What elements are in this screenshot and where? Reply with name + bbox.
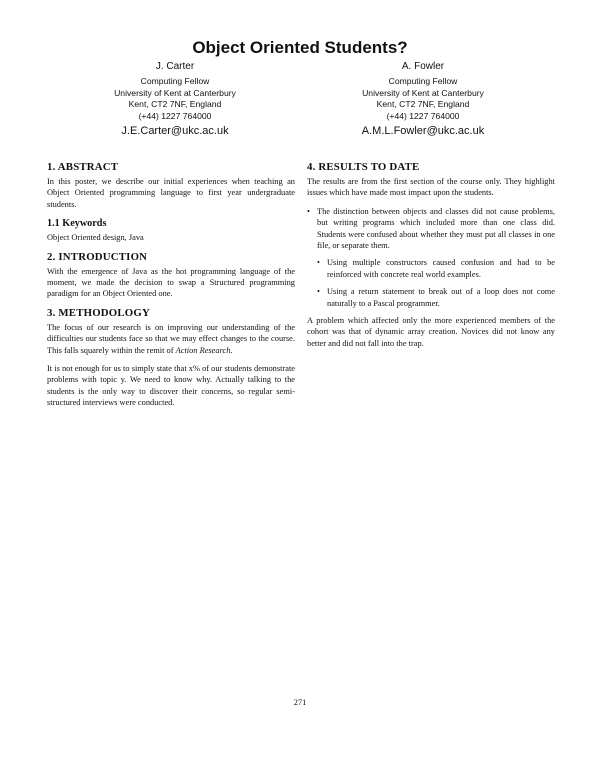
keywords-text: Object Oriented design, Java [47,233,144,243]
methodology-heading: 3. METHODOLOGY [47,306,150,319]
action-research-term: Action Research [175,345,231,355]
bullet-icon: • [317,258,320,268]
results-section [307,161,555,349]
left-column [47,161,295,416]
author-institution: University of Kent at Canterbury [114,87,236,98]
list-item [317,286,555,309]
paper-title: Object Oriented Students? [192,38,408,57]
methodology-text-end: . [230,345,233,355]
bullet-icon: • [307,206,310,216]
author-email: J.E.Carter@ukc.ac.uk [121,125,229,137]
results-bullet-list [307,206,555,252]
abstract-text: In this poster, we describe our initial experiences when teaching an Object Oriented programming language to first year undergraduate students. [47,177,295,209]
author-address: Kent, CT2 7NF, England [376,99,470,109]
bullet-text: Using multiple constructors caused confusion and had to be reinforced with concrete real world examples. [327,258,555,279]
page-number: 271 [293,698,307,707]
bullet-text: The distinction between objects and classes did not cause problems, but writing programs which included more than one class did. Students were confused about whether they must put all classes in one file, or separate them. [317,206,555,251]
introduction-text: With the emergence of Java as the hot programming language of the moment, we made the decision to swap a Structured programming paradigm for an Object Oriented one. [47,266,295,299]
author-phone: (+44) 1227 764000 [386,110,460,121]
results-sub-bullet-list [307,257,555,309]
list-item [307,206,555,252]
author-institution: University of Kent at Canterbury [362,87,484,98]
bullet-text: Using a return statement to break out of a loop does not come naturally to a Pascal programmer. [327,287,555,308]
author-position: Computing Fellow [140,76,210,86]
author-position: Computing Fellow [388,76,458,86]
methodology-text: The focus of our research is on improving our understanding of the difficulties our students face so that we may effect changes to the course. This falls squarely within the remit of [47,322,295,355]
methodology-paragraph-1 [47,322,295,356]
methodology-paragraph-2: It is not enough for us to simply state that x% of our students demonstrate problems with topic y. We need to know why. Actually talking to the students is the only way to discover their concerns, so regular semi-structured interviews were conducted. [47,364,295,408]
author-block-fowler [308,61,538,138]
author-name: J. Carter [155,61,195,72]
introduction-section [47,251,295,300]
bullet-icon: • [317,287,320,297]
author-email: A.M.L.Fowler@ukc.ac.uk [361,125,485,137]
results-heading: 4. RESULTS TO DATE [307,161,420,173]
methodology-section [47,307,295,409]
author-name: A. Fowler [401,61,445,72]
results-closing: A problem which affected only the more experienced members of the cohort was that of dynamic array creation. Novices did not know any better and did not fall into the trap. [307,316,555,348]
abstract-section [47,161,295,210]
author-phone: (+44) 1227 764000 [138,110,212,121]
author-block-carter [60,61,290,138]
abstract-heading: 1. ABSTRACT [47,161,119,173]
author-address: Kent, CT2 7NF, England [128,99,222,109]
keywords-heading: 1.1 Keywords [47,218,107,230]
results-intro: The results are from the first section of the course only. They highlight issues which have made most impact upon the students. [307,177,555,198]
list-item [317,257,555,280]
right-column [307,161,555,356]
keywords-section [47,217,295,243]
introduction-heading: 2. INTRODUCTION [47,250,148,263]
